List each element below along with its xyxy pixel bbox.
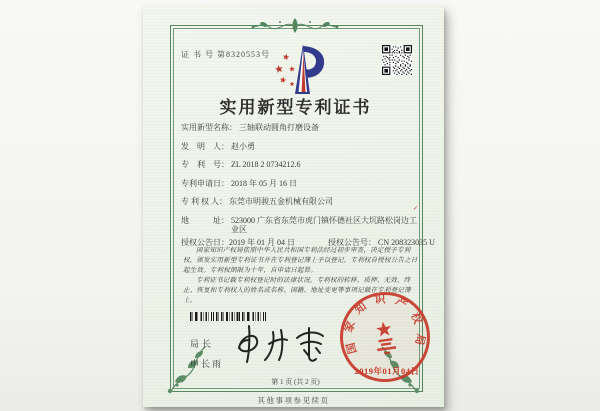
field-label: 专利申请日： — [181, 178, 229, 188]
director-block — [190, 337, 223, 370]
field-label: 地 址： — [181, 215, 229, 225]
director-title-label: 局长 — [190, 339, 215, 349]
director-signature-icon — [225, 318, 335, 373]
field-row-patent-number — [181, 160, 417, 170]
top-border-ornament-icon — [250, 14, 340, 40]
field-value: 2018 年 05 月 16 日 — [231, 178, 297, 188]
red-annotation-mark: ✓ — [413, 206, 419, 212]
continuation-note: 其他事项参见续页 — [257, 396, 330, 405]
cnipa-patent-logo-icon — [271, 42, 329, 96]
grant-number-label: 授权公告号： — [328, 237, 376, 247]
certificate-paper — [143, 6, 444, 407]
field-row-name — [181, 123, 417, 133]
field-value: 东莞市明骏五金机械有限公司 — [229, 197, 333, 206]
field-label: 实用新型名称： — [181, 123, 237, 132]
legal-paragraph: 专利证书记载专利权登记时的法律状况。专利权的转移、质押、无效、终止、恢复和专利权人的姓名或名称、国籍、地址变更等事项记载在专利登记簿上。 — [183, 277, 411, 304]
field-label: 专 利 号： — [181, 160, 229, 169]
director-name: 申长雨 — [190, 359, 224, 369]
field-label: 发 明 人： — [181, 141, 229, 151]
field-row-filing-date — [181, 179, 417, 189]
field-value: 三轴联动圆角打磨设备 — [239, 123, 319, 132]
grant-date-label: 授权公告日： — [181, 237, 229, 247]
page-indicator: 第 1 页 (共 2 页) — [271, 378, 320, 386]
seal-org-text: 国家知识产权局 — [342, 293, 427, 356]
field-value: ZL 2018 2 0734212.6 — [231, 160, 301, 169]
certificate-fields — [181, 123, 435, 256]
grant-number-value: CN 208323035 U — [378, 237, 435, 247]
certificate-number-value: 第8320553号 — [217, 50, 270, 59]
certificate-title: 实用新型专利证书 — [219, 98, 372, 117]
certificate-number-label: 证 书 号 — [181, 50, 214, 59]
grant-date-value: 2019 年 01 月 04 日 — [229, 237, 295, 247]
field-row-address — [181, 216, 417, 235]
field-row-patentee — [181, 197, 417, 207]
field-label: 专 利 权 人： — [181, 197, 227, 206]
legal-paragraph: 国家知识产权局依照中华人民共和国专利法经过初步审查，决定授予专利权，颁发实用新型专利证书并在专利登记簿上予以登记。专利权自授权公告之日起生效。专利权期限为十年，自申请日起算。 — [183, 247, 418, 274]
qr-code-icon — [382, 45, 412, 75]
field-value: 523000 广东省东莞市虎门镇怀德社区大坈路松岗边工业区 — [231, 215, 417, 234]
field-value: 赵小勇 — [231, 141, 255, 151]
field-row-inventor — [181, 142, 417, 152]
seal-date: 2019年01月04日 — [354, 366, 420, 376]
certificate-number — [181, 49, 270, 60]
